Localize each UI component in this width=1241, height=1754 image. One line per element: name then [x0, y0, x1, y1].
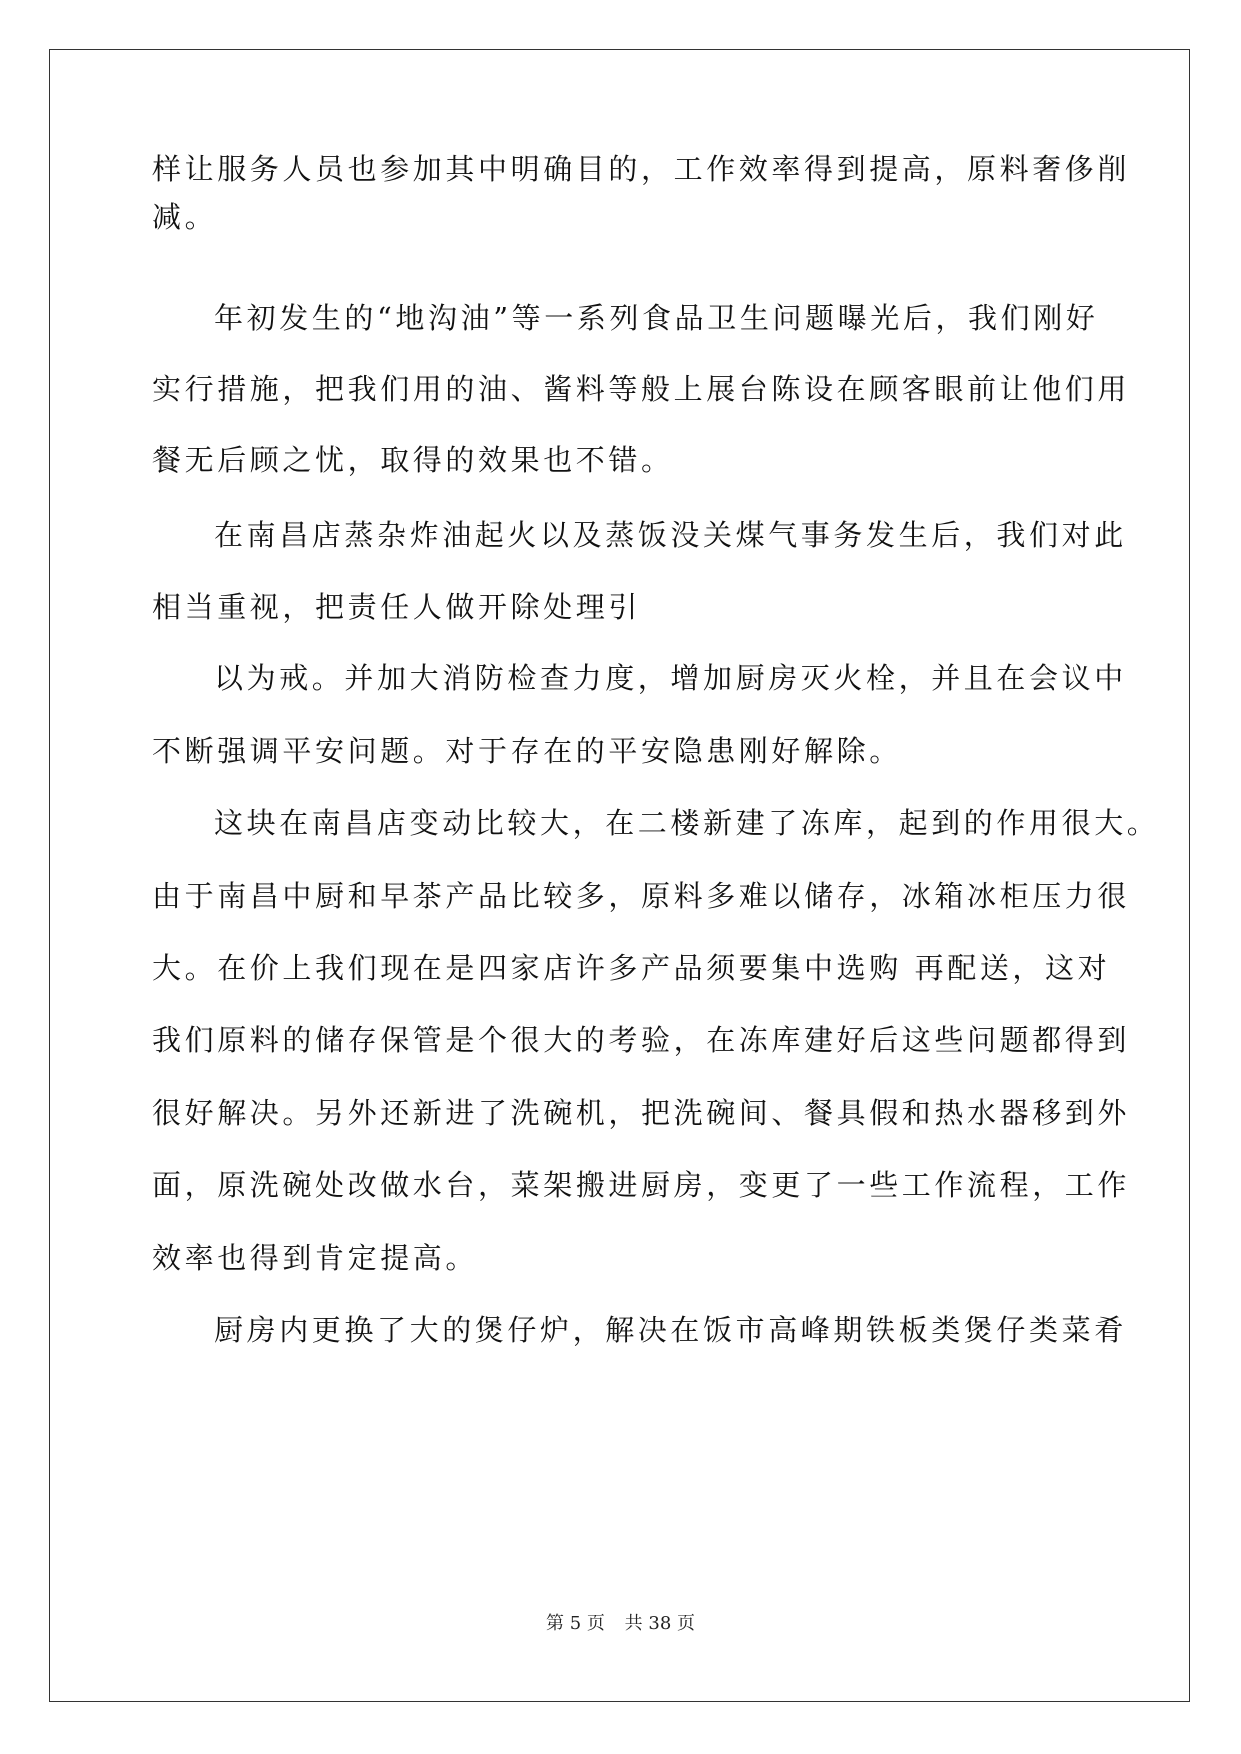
paragraph-start: 厨房内更换了大的煲仔炉，解决在饭市高峰期铁板类煲仔类菜肴	[214, 1313, 1127, 1347]
body-line: 面，原洗碗处改做水台，菜架搬进厨房，变更了一些工作流程，工作	[152, 1168, 1131, 1202]
paragraph-start: 这块在南昌店变动比较大，在二楼新建了冻库，起到的作用很大。	[214, 806, 1160, 840]
body-line: 相当重视，把责任人做开除处理引	[152, 590, 642, 624]
body-line: 我们原料的储存保管是个很大的考验，在冻库建好后这些问题都得到	[152, 1023, 1131, 1057]
page-total: 共 38 页	[624, 1613, 695, 1634]
body-line: 实行措施，把我们用的油、酱料等般上展台陈设在顾客眼前让他们用	[152, 372, 1131, 406]
body-line: 大。在价上我们现在是四家店许多产品须要集中选购 再配送，这对	[152, 951, 1111, 985]
body-line: 不断强调平安问题。对于存在的平安隐患刚好解除。	[152, 734, 902, 768]
body-line: 餐无后顾之忧，取得的效果也不错。	[152, 443, 674, 477]
paragraph-start: 年初发生的“地沟油”等一系列食品卫生问题曝光后，我们刚好	[214, 301, 1099, 335]
body-line: 样让服务人员也参加其中明确目的，工作效率得到提高，原料奢侈削	[152, 152, 1131, 186]
body-line: 减。	[152, 200, 218, 234]
body-line: 由于南昌中厨和早茶产品比较多，原料多难以储存，冰箱冰柜压力很	[152, 879, 1131, 913]
body-line: 很好解决。另外还新进了洗碗机，把洗碗间、餐具假和热水器移到外	[152, 1096, 1131, 1130]
body-line: 效率也得到肯定提高。	[152, 1241, 479, 1275]
page-footer	[0, 1609, 1241, 1635]
paragraph-start: 以为戒。并加大消防检查力度，增加厨房灭火栓，并且在会议中	[214, 661, 1127, 695]
page-number: 第 5 页	[546, 1613, 605, 1634]
paragraph-start: 在南昌店蒸杂炸油起火以及蒸饭没关煤气事务发生后，我们对此	[214, 518, 1127, 552]
